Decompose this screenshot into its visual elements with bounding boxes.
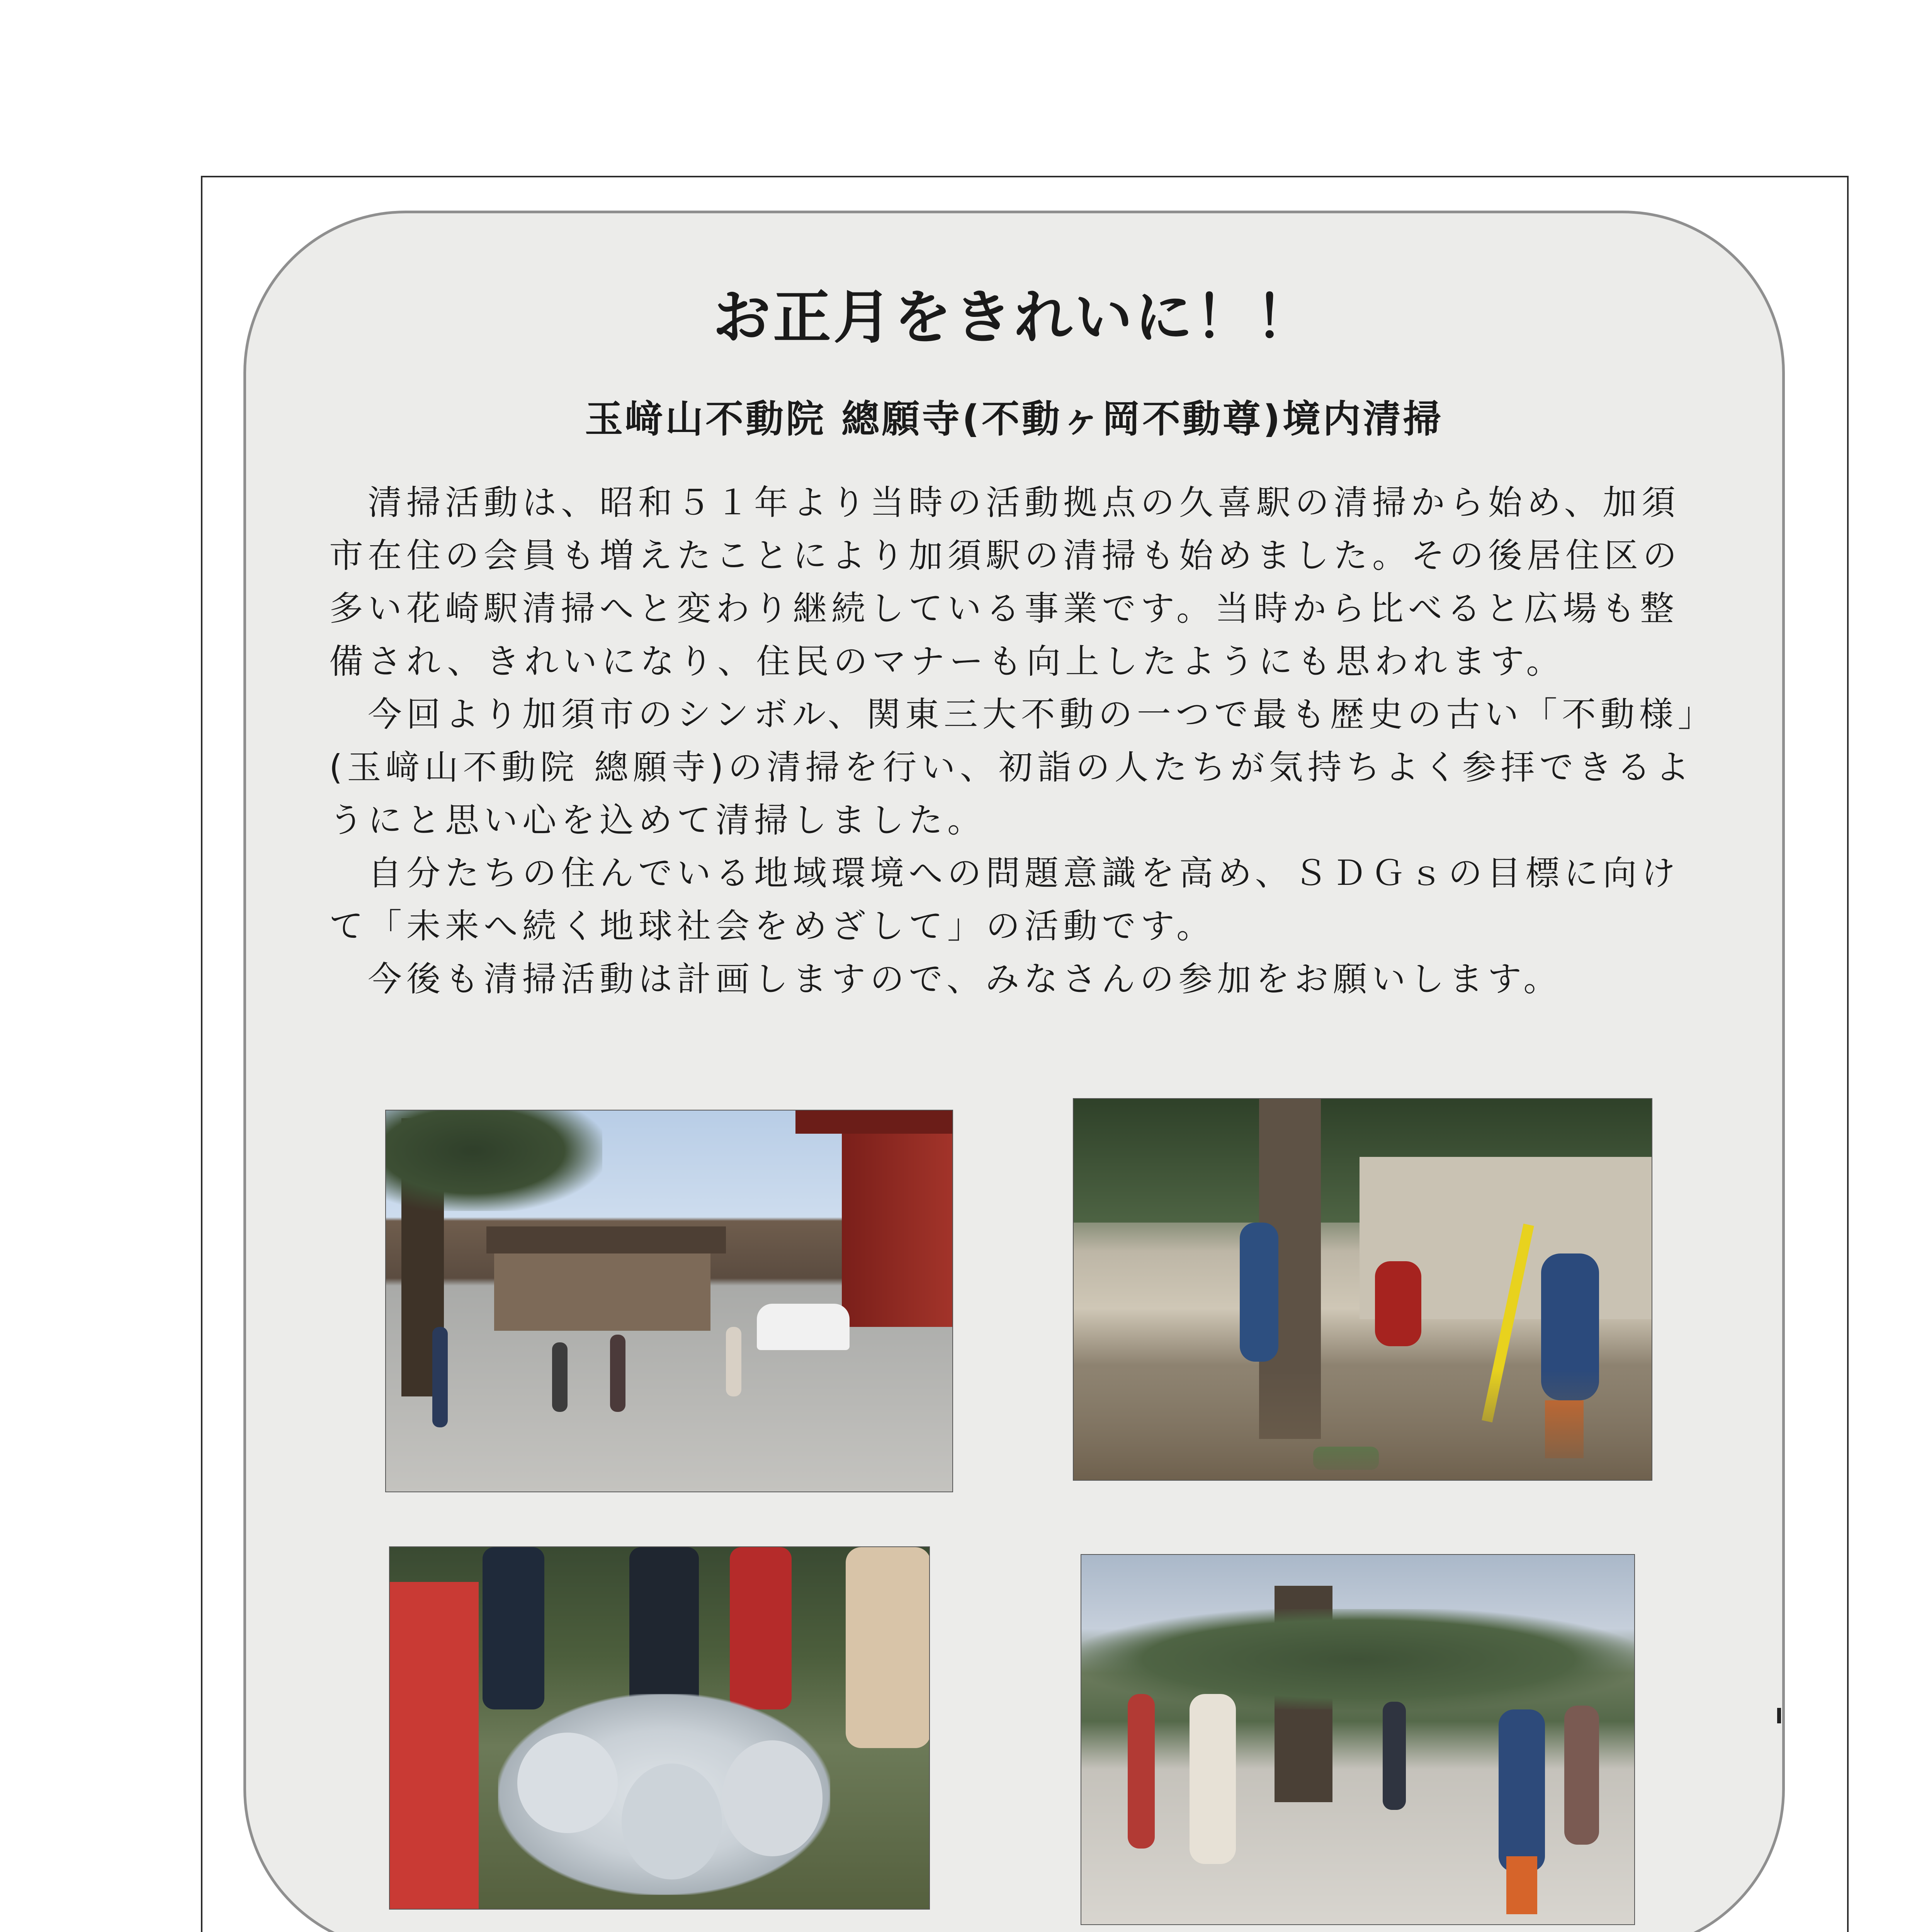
paragraph: 今後も清掃活動は計画しますので、みなさんの参加をお願いします。: [368, 959, 1562, 999]
photo-group-gathering: [1081, 1554, 1635, 1925]
page-subtitle: 玉﨑山不動院 總願寺(不動ヶ岡不動尊)境内清掃: [585, 397, 1443, 441]
body-text: [329, 476, 1712, 1005]
main-panel: [243, 211, 1785, 1932]
paragraph: 今回より加須市のシンボル、関東三大不動の一つで最も歴史の古い「不動様」(玉﨑山不動院 總願寺)の清掃を行い、初詣の人たちが気持ちよく参拝できるようにと思い心を込めて清掃しました。: [329, 694, 1699, 840]
photo-wall-sweeping: [1073, 1098, 1652, 1481]
paragraph: 清掃活動は、昭和５１年より当時の活動拠点の久喜駅の清掃から始め、加須市在住の会員も増えたことにより加須駅の清掃も始めました。その後居住区の多い花崎駅清掃へと変わり継続している事業です。当時から比べると広場も整備され、きれいになり、住民のマナーも向上したようにも思われます。: [329, 483, 1682, 681]
edge-mark: [1777, 1708, 1781, 1723]
page-title: お正月をきれいに！！: [712, 284, 1315, 351]
photo-temple-grounds: [385, 1110, 953, 1492]
paragraph: 自分たちの住んでいる地域環境への問題意識を高め、ＳＤＧｓの目標に向けて「未来へ続く地球社会をめざして」の活動です。: [329, 853, 1680, 946]
photo-garbage-bags: [389, 1546, 930, 1910]
